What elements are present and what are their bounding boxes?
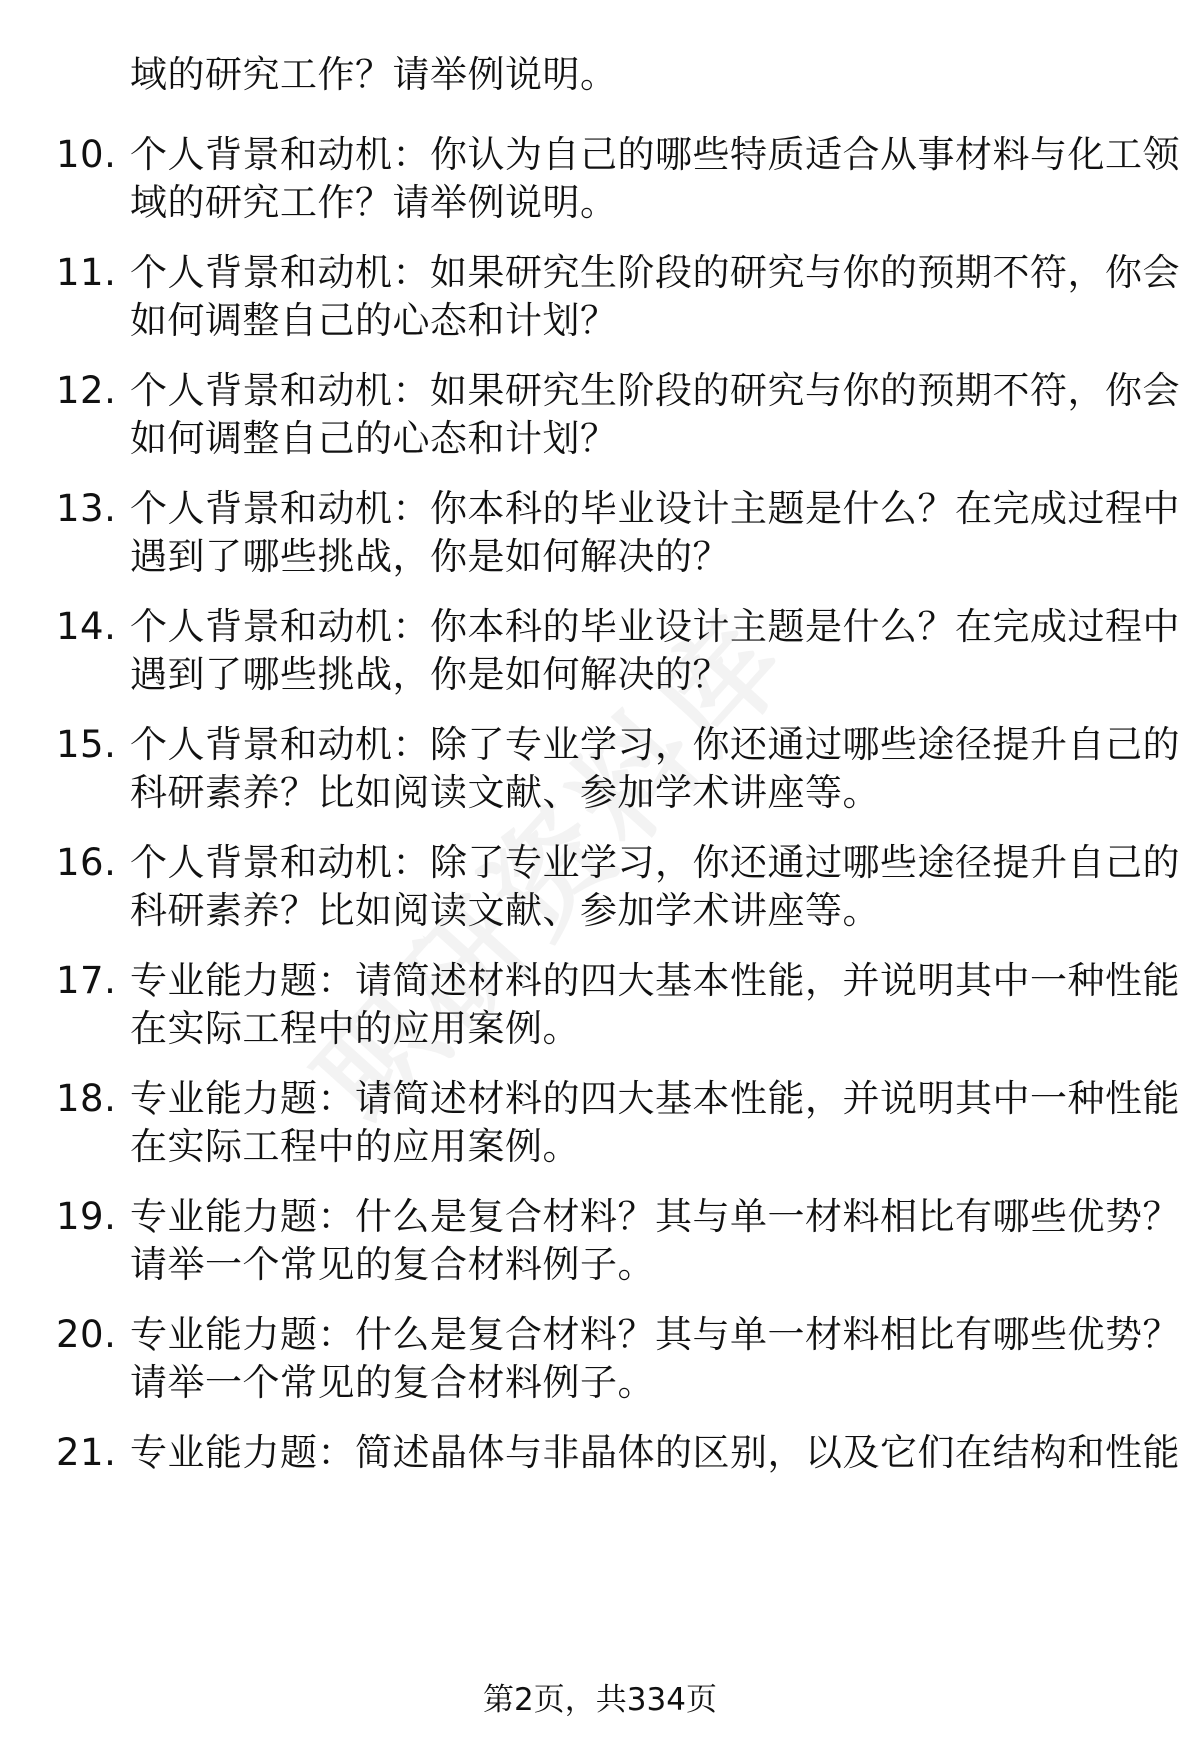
question-number: 18.: [56, 1077, 117, 1120]
question-text-line-1: 个人背景和动机：如果研究生阶段的研究与你的预期不符，你会: [130, 369, 1180, 412]
question-number: 11.: [56, 251, 117, 294]
question-number: 20.: [56, 1313, 117, 1356]
question-number: 14.: [56, 605, 117, 648]
question-text-line-2: 科研素养？比如阅读文献、参加学术讲座等。: [130, 889, 880, 932]
question-text-line-1: 专业能力题：简述晶体与非晶体的区别，以及它们在结构和性能: [130, 1431, 1180, 1474]
question-number: 21.: [56, 1431, 117, 1474]
question-text-line-1: 个人背景和动机：除了专业学习，你还通过哪些途径提升自己的: [130, 841, 1180, 884]
question-number: 19.: [56, 1195, 117, 1238]
question-number: 13.: [56, 487, 117, 530]
question-text-line-1: 专业能力题：请简述材料的四大基本性能，并说明其中一种性能: [130, 1077, 1180, 1120]
question-text-line-1: 个人背景和动机：你认为自己的哪些特质适合从事材料与化工领: [130, 133, 1180, 176]
question-text-line-1: 个人背景和动机：你本科的毕业设计主题是什么？在完成过程中: [130, 605, 1180, 648]
question-text-line-1: 专业能力题：请简述材料的四大基本性能，并说明其中一种性能: [130, 959, 1180, 1002]
page-footer: 第2页，共334页: [483, 1682, 717, 1718]
question-text-line-1: 个人背景和动机：除了专业学习，你还通过哪些途径提升自己的: [130, 723, 1180, 766]
question-text-line-2: 请举一个常见的复合材料例子。: [130, 1361, 655, 1404]
question-text-line-2: 遇到了哪些挑战，你是如何解决的？: [130, 653, 730, 696]
question-text-line-1: 个人背景和动机：如果研究生阶段的研究与你的预期不符，你会: [130, 251, 1180, 294]
question-text-line-1: 专业能力题：什么是复合材料？其与单一材料相比有哪些优势？: [130, 1313, 1180, 1356]
question-text-line-2: 在实际工程中的应用案例。: [130, 1007, 580, 1050]
question-text-line-2: 请举一个常见的复合材料例子。: [130, 1243, 655, 1286]
question-number: 15.: [56, 723, 117, 766]
question-text-line-2: 如何调整自己的心态和计划？: [130, 299, 618, 342]
question-text-line-1: 个人背景和动机：你本科的毕业设计主题是什么？在完成过程中: [130, 487, 1180, 530]
question-text-line-1: 专业能力题：什么是复合材料？其与单一材料相比有哪些优势？: [130, 1195, 1180, 1238]
question-text-line-2: 遇到了哪些挑战，你是如何解决的？: [130, 535, 730, 578]
question-number: 16.: [56, 841, 117, 884]
question-text-line-2: 域的研究工作？请举例说明。: [130, 181, 618, 224]
question-number: 10.: [56, 133, 117, 176]
question-text-line-2: 在实际工程中的应用案例。: [130, 1125, 580, 1168]
question-number: 12.: [56, 369, 117, 412]
question-number: 17.: [56, 959, 117, 1002]
question-text-line-2: 科研素养？比如阅读文献、参加学术讲座等。: [130, 771, 880, 814]
continuation-line: 域的研究工作？请举例说明。: [130, 53, 618, 96]
question-text-line-2: 如何调整自己的心态和计划？: [130, 417, 618, 460]
